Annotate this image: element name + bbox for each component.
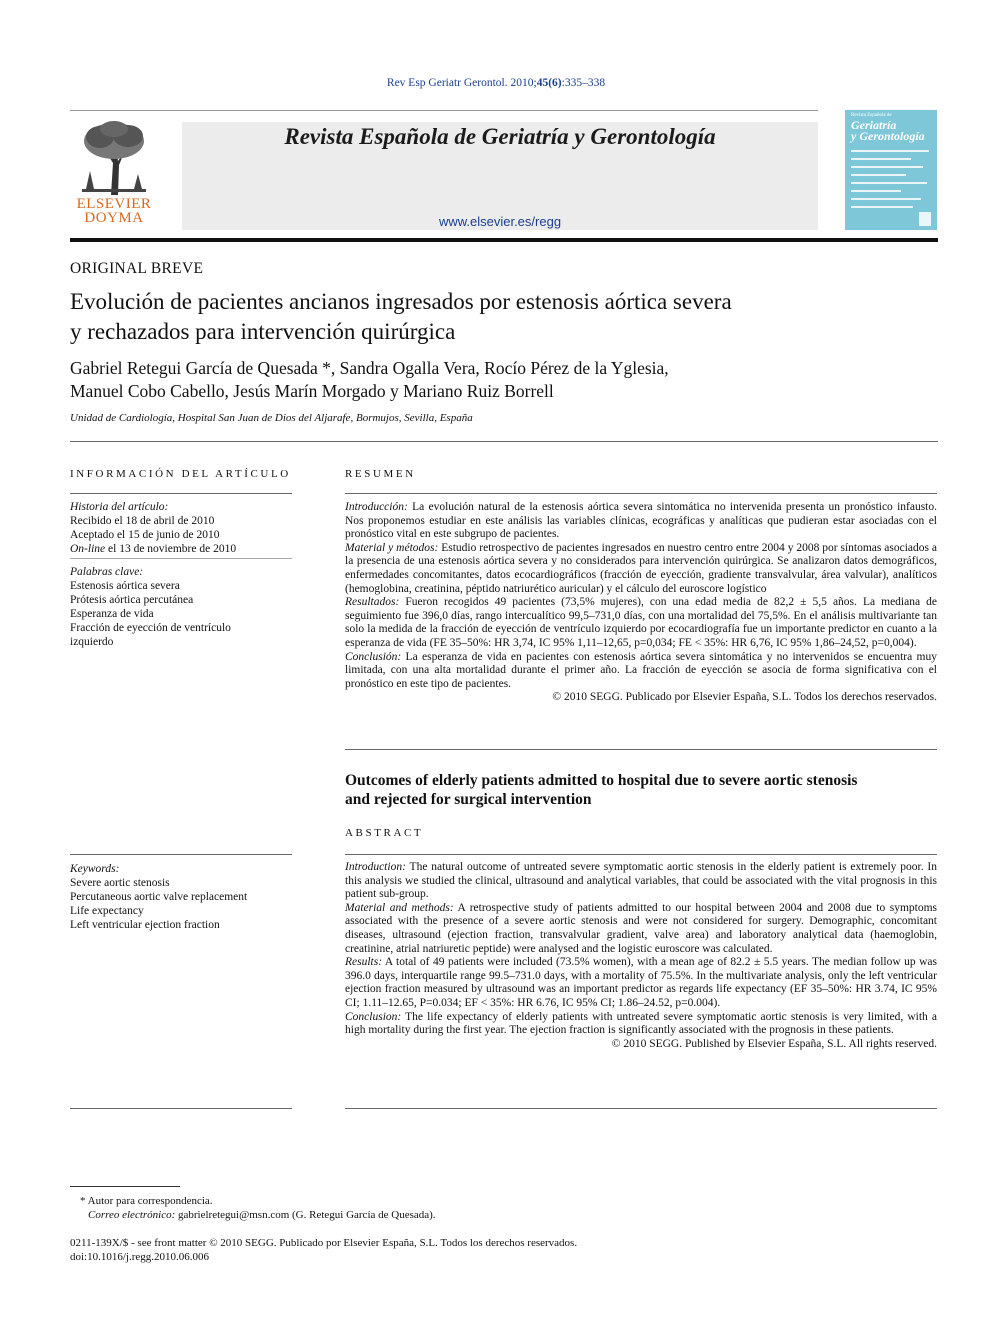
resumen-rule [345, 493, 937, 494]
cover-line [851, 174, 906, 176]
abstract-conclusion: Conclusion: The life expectancy of elderly patients with untreated severe symptomatic aortic stenosis is very limited, with a high mortality during the first year. The ejection fraction is significantly associated with the prognosis in these patients. [345, 1010, 937, 1037]
keyword-item: Percutaneous aortic valve replacement [70, 891, 248, 903]
cover-line [851, 198, 921, 200]
cover-title-small: Revista Española de [851, 113, 892, 118]
resumen-heading: RESUMEN [345, 468, 416, 480]
article-authors: Gabriel Retegui García de Quesada *, Sandra Ogalla Vera, Rocío Pérez de la Yglesia, Manuel Cobo Cabello, Jesús Marín Morgado y Mariano Ruiz Borrell [70, 358, 669, 401]
resumen-conclusion: Conclusión: La esperanza de vida en pacientes con estenosis aórtica severa sintomática y no intervenidos se encuentra muy limitada, con una alta mortalidad durante el primer año. La fracción de eyección se asocia de forma significativa con el pronóstico en este tipo de pacientes. [345, 650, 937, 690]
article-info-heading: INFORMACIÓN DEL ARTÍCULO [70, 468, 291, 480]
journal-header-panel [182, 122, 818, 230]
cover-line [851, 158, 911, 160]
abstract-rule [345, 854, 937, 855]
article-history: Historia del artículo: Recibido el 18 de abril de 2010 Aceptado el 15 de junio de 2010 On-line el 13 de noviembre de 2010 [70, 501, 237, 555]
keyword-item: izquierdo [70, 636, 114, 648]
email-link[interactable]: gabrielretegui@msn.com (G. Retegui García de Quesada). [175, 1209, 436, 1221]
journal-citation[interactable]: Rev Esp Geriatr Gerontol. 2010;45(6):335–338 [386, 77, 606, 89]
cover-line [851, 190, 901, 192]
publisher-logo [70, 117, 158, 229]
keyword-item: Left ventricular ejection fraction [70, 919, 220, 931]
resumen-resultados: Resultados: Fueron recogidos 49 pacientes (73,5% mujeres), con una edad media de 82,2 ± 5,5 años. La mediana de seguimiento fue 396,0 días, rango intercualítico 99,5–731,0 días, con una mortalidad del 75,5%. En el análisis multivariante tan solo la medida de la fracción de eyección de ventrículo izquierdo por ecocardiografía fue un importante predictor en cuanto a la esperanza de vida (FE 35–50%: HR 3,74, IC 95% 1,11–12,65, p=0,034; FE < 35%: HR 6,76, IC 95% 1,86–24,52, p=0,004). [345, 596, 937, 649]
logo-text-elsevier: ELSEVIER [76, 196, 152, 212]
logo-text-doyma: DOYMA [84, 210, 144, 226]
article-title: Evolución de pacientes ancianos ingresados por estenosis aórtica severa y rechazados para intervención quirúrgica [70, 289, 732, 344]
keyword-item: Life expectancy [70, 905, 144, 917]
email-footnote: Correo electrónico: gabrielretegui@msn.com (G. Retegui García de Quesada). [88, 1209, 436, 1221]
resumen-end-rule [345, 749, 937, 750]
keywords-en: Keywords: Severe aortic stenosis Percutaneous aortic valve replacement Life expectancy Left ventricular ejection fraction [70, 862, 292, 932]
abstract-heading: ABSTRACT [345, 827, 424, 839]
cover-title-gerontologia: y Gerontología [851, 129, 925, 143]
tree-icon [78, 119, 150, 197]
footnote-rule [70, 1186, 180, 1187]
cover-line [851, 206, 913, 208]
abstract-body [345, 861, 937, 1051]
keyword-item: Fracción de eyección de ventrículo [70, 622, 231, 634]
abstract-introduction: Introduction: The natural outcome of untreated severe symptomatic aortic stenosis in the elderly patient is extremely poor. In this analysis we studied the clinical, ultrasound and analytical variables, that could be associated with the vital prognosis in this patient sub-group. [345, 861, 937, 901]
cover-line [851, 150, 929, 152]
left-column-end-rule [70, 1108, 292, 1109]
header-thick-rule [70, 238, 938, 242]
article-section-type: ORIGINAL BREVE [70, 260, 204, 277]
header-top-rule [70, 110, 818, 111]
journal-title: Revista Española de Geriatría y Gerontología [284, 124, 716, 149]
abstract-copyright: © 2010 SEGG. Published by Elsevier España, S.L. All rights reserved. [611, 1037, 937, 1050]
keywords-en-rule [70, 854, 292, 855]
history-rule [70, 558, 292, 559]
abstract-end-rule [345, 1108, 937, 1109]
keyword-item: Severe aortic stenosis [70, 877, 170, 889]
resumen-copyright: © 2010 SEGG. Publicado por Elsevier España, S.L. Todos los derechos reservados. [552, 691, 937, 704]
keywords-es: Palabras clave: Estenosis aórtica severa Prótesis aórtica percutánea Esperanza de vida Fracción de eyección de ventrículo izquierdo [70, 565, 292, 649]
keyword-item: Esperanza de vida [70, 608, 154, 620]
cover-line [851, 182, 927, 184]
cover-title-geriatria: Geriatría [851, 118, 897, 132]
issn-line: 0211-139X/$ - see front matter © 2010 SEGG. Publicado por Elsevier España, S.L. Todos los derechos reservados. [70, 1237, 578, 1249]
doi-link[interactable]: doi:10.1016/j.regg.2010.06.006 [70, 1251, 210, 1263]
keyword-item: Prótesis aórtica percutánea [70, 594, 194, 606]
article-affiliation: Unidad de Cardiología, Hospital San Juan de Dios del Aljarafe, Bormujos, Sevilla, España [70, 412, 473, 424]
resumen-metodos: Material y métodos: Estudio retrospectivo de pacientes ingresados en nuestro centro entre 2004 y 2008 por síntomas asociados a la presencia de una estenosis aórtica severa y no considerados para intervención quirúrgica. Se analizaron datos demográficos, enfermedades concomitantes, datos ecocardiográficos (fracción de eyección, gradiente transvalvular, área valvular), analíticos (hemoglobina, creatinina, péptido natriurético auricular) y el cálculo del euroscore logístico [345, 541, 938, 595]
cover-barcode [919, 212, 931, 226]
article-info-rule [70, 493, 292, 494]
correspondence-footnote: * Autor para correspondencia. [80, 1195, 213, 1207]
keyword-item: Estenosis aórtica severa [70, 580, 180, 592]
journal-cover-thumbnail [845, 110, 937, 230]
abstract-methods: Material and methods: A retrospective study of patients admitted to our hospital between 2004 and 2008 due to symptoms associated with the presence of a severe aortic stenosis and were not considered for surgery. Demographic, concomitant diseases, ultrasound (ejection fraction, transvalvular gradient, valve area) and laboratory analytical data (haemoglobin, creatinine, atrial natriuretic peptide) were analysed and the logistic euroscore was calculated. [345, 901, 938, 955]
affiliation-rule [70, 441, 938, 442]
resumen-body [345, 501, 937, 705]
resumen-introduccion: Introducción: La evolución natural de la estenosis aórtica severa sintomática no intervenida presenta un pronóstico infausto. Nos proponemos estudiar en este análisis las variables clínicas, ecográficas y analíticas que pudieran estar asociadas con el pronóstico vital en este subgrupo de pacientes. [345, 501, 937, 541]
journal-url-link[interactable]: www.elsevier.es/regg [438, 214, 562, 229]
cover-line [851, 166, 923, 168]
english-title: Outcomes of elderly patients admitted to hospital due to severe aortic stenosis and rejected for surgical intervention [345, 772, 858, 808]
abstract-results: Results: A total of 49 patients were included (73.5% women), with a mean age of 82.2 ± 5.5 years. The median follow up was 396.0 days, interquartile range 99.5–731.0 days, with a mortality of 75.5%. In the multivariate analysis, only the left ventricular ejection fraction measured by ultrasound was an important predictor as regards life expectancy (EF 35–50%: HR 3.74, IC 95% CI; 1.11–12.65, P=0.034; EF < 35%: HR 6.76, IC 95% CI; 1.86–24.52, p=0.004). [345, 956, 937, 1009]
